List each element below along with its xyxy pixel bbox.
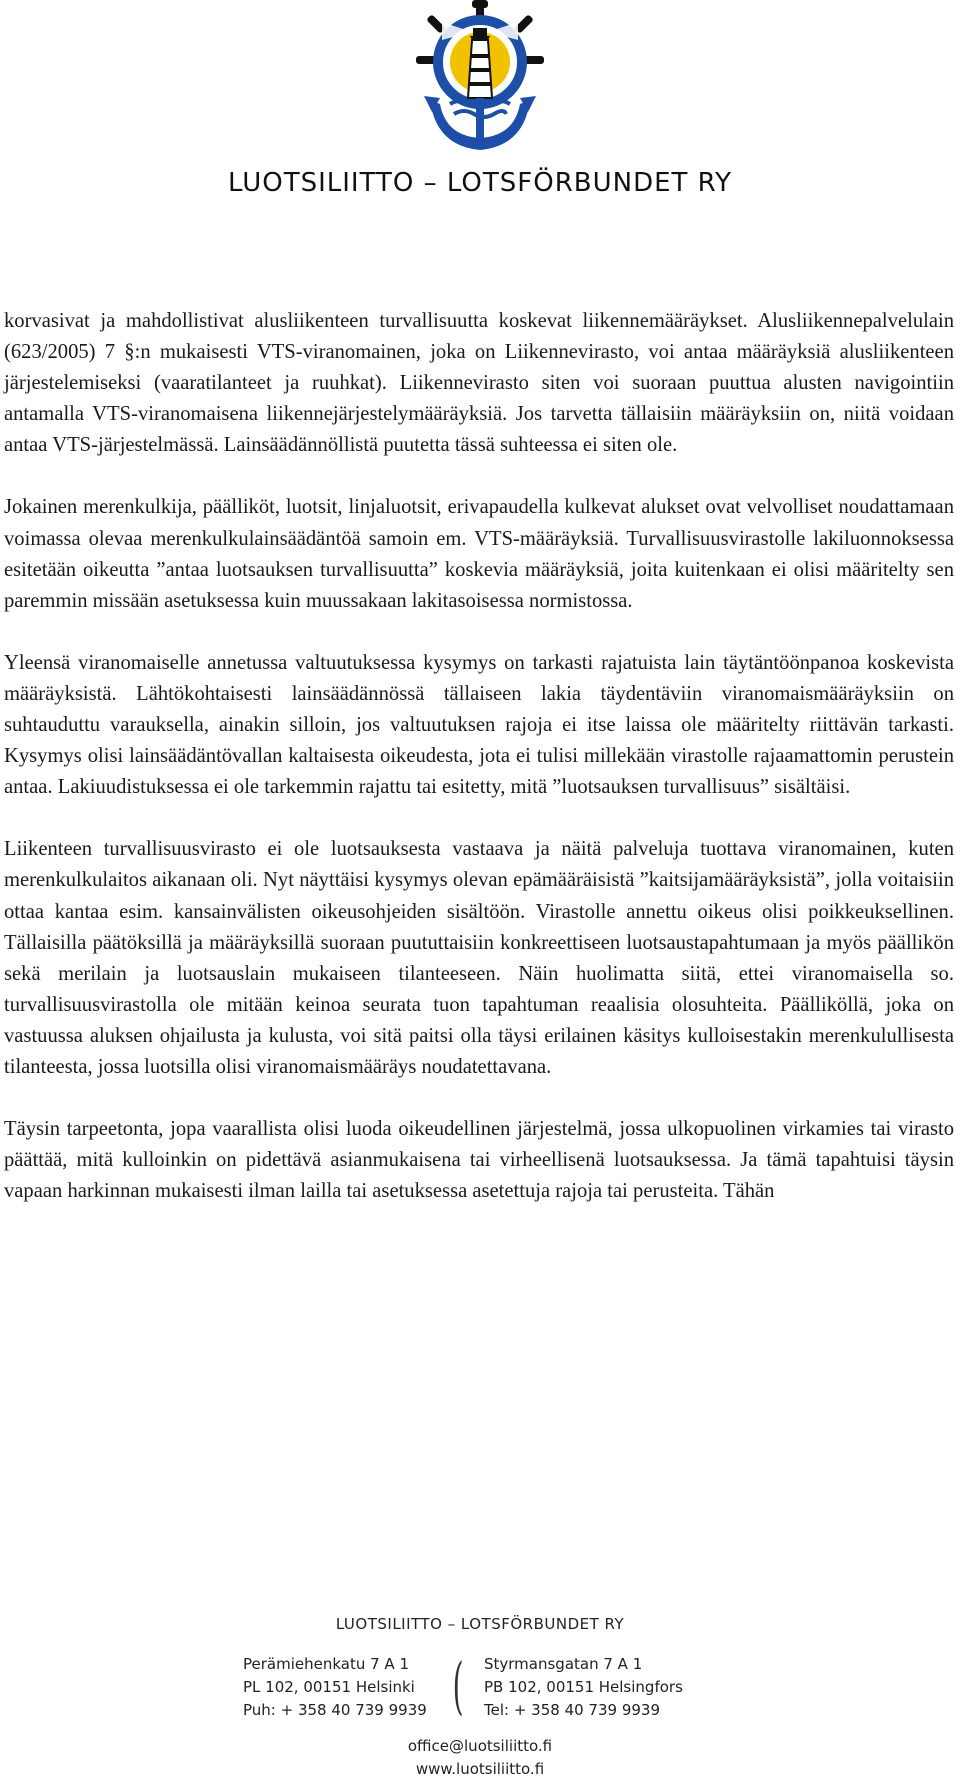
address-fi-phone: Puh: + 358 40 739 9939 [243, 1701, 427, 1719]
address-finnish [243, 1653, 427, 1722]
contact-info [0, 1735, 960, 1781]
address-sv-phone: Tel: + 358 40 739 9939 [484, 1701, 660, 1719]
address-sv-street: Styrmansgatan 7 A 1 [484, 1655, 643, 1673]
letter-footer [0, 1615, 960, 1778]
letter-body [4, 306, 954, 1238]
address-swedish [484, 1653, 683, 1722]
ships-wheel-lighthouse-anchor-icon [410, 0, 550, 160]
body-paragraph-1: korvasivat ja mahdollistivat alusliikenteen turvallisuutta koskevat liikennemääräykset. Alusliikennepalvelulain (623/2005) 7 §:n mukaisesti VTS-viranomainen, joka on Liikennevirasto, voi antaa määräyksiä alusliikenteen järjestelemiseksi (vaaratilanteet ja ruuhkat). Liikennevirasto siten voi suoraan puuttua alusten navigointiin antamalla VTS-viranomaisena liikennejärjestelymääräyksiä. Jos tarvetta tällaisiin määräyksiin on, niitä voidaan antaa VTS-järjestelmässä. Lainsäädännöllistä puutetta tässä suhteessa ei siten ole. [4, 310, 954, 457]
email-link[interactable]: office@luotsiliitto.fi [407, 1737, 553, 1755]
body-paragraph-3: Yleensä viranomaiselle annetussa valtuutuksessa kysymys on tarkasti rajatuista lain täytäntöönpanoa koskevista määräyksistä. Lähtökohtaisesti lainsäädännössä tällaiseen lakia täydentäviin viranomaismääräyksiin on suhtauduttu varauksella, ainakin silloin, jos valtuutuksen rajoja ei itse laissa ole määritelty riittävän tarkasti. Kysymys olisi lainsäädäntövallan kaltaisesta oikeudesta, jota ei tulisi millekään virastolle rajaamattomin perustein antaa. Lakiuudistuksessa ei ole tarkemmin rajattu tai esitetty, mitä ”luotsauksen turvallisuus” sisältäisi. [4, 651, 954, 799]
address-fi-postbox: PL 102, 00151 Helsinki [243, 1678, 415, 1696]
body-paragraph-2: Jokainen merenkulkija, päälliköt, luotsit, linjaluotsit, erivapaudella kulkevat alukset ovat velvolliset noudattamaan voimassa olevaa merenkulkulainsäädäntöä samoin em. VTS-määräyksiä. Turvallisuusvirastolle lakiluonnoksessa esitetään oikeutta ”antaa luotsauksen turvallisuutta” koskevia määräyksiä, joita kuitenkaan ei olisi määritelty sen paremmin missään asetuksessa kuin muussakaan lakitasoisessa normistossa. [4, 496, 954, 612]
body-paragraph-5: Täysin tarpeetonta, jopa vaarallista olisi luoda oikeudellinen järjestelmä, jossa ulkopuolinen virkamies tai virasto päättää, mitä kulloinkin on pidettävä asianmukaisena tai virheellisenä luotsauksessa. Ja tämä tapahtuisi täysin vapaan harkinnan mukaisesti ilman lailla tai asetuksessa asetettuja rajoja tai perusteita. Tähän [4, 1118, 954, 1203]
address-fi-street: Perämiehenkatu 7 A 1 [243, 1655, 410, 1673]
address-sv-postbox: PB 102, 00151 Helsingfors [484, 1678, 683, 1696]
brace-divider: ( [452, 1649, 464, 1722]
letterhead [0, 0, 960, 240]
body-paragraph-4: Liikenteen turvallisuusvirasto ei ole luotsauksesta vastaava ja näitä palveluja tuottava viranomainen, kuten merenkulkulaitos aikanaan oli. Nyt näyttäisi kysymys olevan epämääräisistä ”kaitsijamääräyksistä”, jolla voitaisiin ottaa kantaa esim. kansainvälisten oikeusohjeiden sisältöön. Virastolle annettu oikeus olisi poikkeuksellinen. Tällaisilla päätöksillä ja määräyksillä suoraan puututtaisiin konkreettiseen luotsaustapahtumaan ja myös päällikön sekä merilain ja luotsauslain mukaiseen tilanteeseen. Näin huolimatta siitä, ettei viranomaisella so. turvallisuusvirastolla ole mitään keinoa seurata tuon tapahtuman reaalisia olosuhteita. Päälliköllä, joka on vastuussa aluksen ohjailusta ja kulusta, voi sitä paitsi olla täysi erilainen käsitys kulloisestakin merenkulullisesta tilanteesta, jossa luotsilla olisi viranomaismääräys noudatettavana. [4, 838, 954, 1078]
organization-name-header: LUOTSILIITTO – LOTSFÖRBUNDET RY [228, 168, 732, 198]
website-link[interactable]: www.luotsiliitto.fi [415, 1760, 545, 1778]
footer-organization-name: LUOTSILIITTO – LOTSFÖRBUNDET RY [335, 1615, 625, 1633]
